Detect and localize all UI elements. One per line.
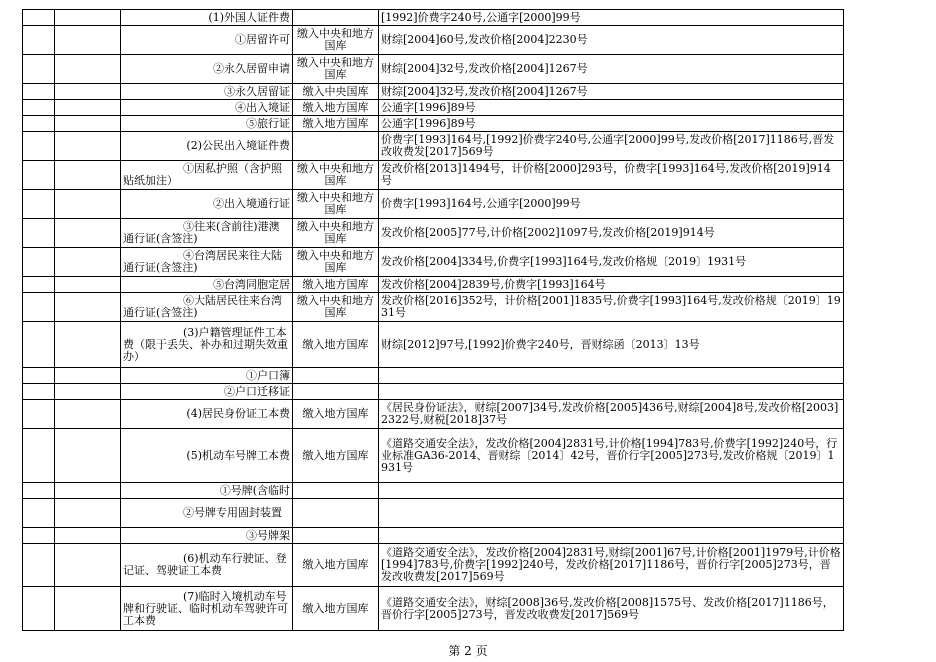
item-name-text: ③往来(含前往)港澳通行证(含签注) bbox=[123, 220, 280, 245]
fund-destination: 缴入中央和地方国库 bbox=[293, 219, 379, 248]
policy-basis: 发改价格[2016]352号，计价格[2001]1835号,价费字[1993]164号,发改价格规〔2019〕1931号 bbox=[379, 293, 844, 322]
blank-cell-b bbox=[55, 587, 121, 631]
blank-cell-a bbox=[23, 10, 55, 26]
blank-cell-a bbox=[23, 293, 55, 322]
item-name-text: ①号牌(含临时 bbox=[219, 483, 290, 497]
fund-destination: 缴入地方国库 bbox=[293, 322, 379, 368]
policy-basis: 发改价格[2013]1494号，计价格[2000]293号，价费字[1993]164号,发改价格[2019]914号 bbox=[379, 161, 844, 190]
blank-cell-a bbox=[23, 587, 55, 631]
policy-basis: 《居民身份证法》，财综[2007]34号,发改价格[2005]436号,财综[2004]8号,发改价格[2003]2322号,财税[2018]37号 bbox=[379, 400, 844, 429]
fund-destination bbox=[293, 528, 379, 544]
blank-cell-b bbox=[55, 528, 121, 544]
table-row bbox=[23, 116, 844, 132]
blank-cell-a bbox=[23, 384, 55, 400]
blank-cell-b bbox=[55, 161, 121, 190]
item-name-text: ①居留许可 bbox=[235, 33, 290, 46]
fund-destination bbox=[293, 483, 379, 499]
blank-cell-b bbox=[55, 293, 121, 322]
fund-destination bbox=[293, 10, 379, 26]
blank-cell-a bbox=[23, 161, 55, 190]
item-name-text: ⑥大陆居民往来台湾通行证(含签注) bbox=[123, 294, 282, 319]
policy-basis: 财综[2004]32号,发改价格[2004]1267号 bbox=[379, 84, 844, 100]
item-name bbox=[121, 248, 293, 277]
fund-destination: 缴入地方国库 bbox=[293, 400, 379, 429]
blank-cell-b bbox=[55, 429, 121, 483]
policy-basis: [1992]价费字240号,公通字[2000]99号 bbox=[379, 10, 844, 26]
fund-destination bbox=[293, 499, 379, 528]
policy-basis: 价费字[1993]164号,公通字[2000]99号 bbox=[379, 190, 844, 219]
policy-basis: 价费字[1993]164号,[1992]价费字240号,公通字[2000]99号,发改价格[2017]1186号,晋发改收费发[2017]569号 bbox=[379, 132, 844, 161]
blank-cell-b bbox=[55, 116, 121, 132]
item-name bbox=[121, 293, 293, 322]
table-row bbox=[23, 190, 844, 219]
blank-cell-b bbox=[55, 499, 121, 528]
fund-destination bbox=[293, 368, 379, 384]
fund-destination bbox=[293, 384, 379, 400]
policy-basis bbox=[379, 384, 844, 400]
blank-cell-b bbox=[55, 132, 121, 161]
item-name-text: ②出入境通行证 bbox=[213, 197, 290, 210]
blank-cell-a bbox=[23, 132, 55, 161]
blank-cell-a bbox=[23, 26, 55, 55]
blank-cell-a bbox=[23, 219, 55, 248]
item-name-text: ③永久居留证 bbox=[224, 84, 290, 98]
blank-cell-b bbox=[55, 55, 121, 84]
item-name bbox=[121, 400, 293, 429]
policy-basis: 发改价格[2004]334号,价费字[1993]164号,发改价格规〔2019〕1931号 bbox=[379, 248, 844, 277]
blank-cell-b bbox=[55, 84, 121, 100]
blank-cell-b bbox=[55, 544, 121, 587]
item-name bbox=[121, 116, 293, 132]
item-name-text: (5)机动车号牌工本费 bbox=[186, 448, 290, 462]
blank-cell-a bbox=[23, 400, 55, 429]
item-name bbox=[121, 84, 293, 100]
fund-destination: 缴入中央和地方国库 bbox=[293, 26, 379, 55]
item-name bbox=[121, 384, 293, 400]
table-row bbox=[23, 322, 844, 368]
fund-destination: 缴入中央和地方国库 bbox=[293, 55, 379, 84]
blank-cell-a bbox=[23, 528, 55, 544]
table-row bbox=[23, 400, 844, 429]
policy-basis: 公通字[1996]89号 bbox=[379, 116, 844, 132]
table-row bbox=[23, 248, 844, 277]
blank-cell-a bbox=[23, 544, 55, 587]
blank-cell-b bbox=[55, 10, 121, 26]
item-name bbox=[121, 499, 293, 528]
policy-basis: 《道路交通安全法》，发改价格[2004]2831号,计价格[1994]783号,价费字[1992]240号，行业标准GA36-2014、晋财综〔2014〕42号，晋价行字[2005]273号,发改价格规〔2019〕1931号 bbox=[379, 429, 844, 483]
policy-basis: 公通字[1996]89号 bbox=[379, 100, 844, 116]
table-row bbox=[23, 161, 844, 190]
item-name-text: ⑤台湾同胞定居 bbox=[213, 277, 290, 291]
item-name bbox=[121, 100, 293, 116]
table-row bbox=[23, 84, 844, 100]
fund-destination: 缴入地方国库 bbox=[293, 100, 379, 116]
blank-cell-b bbox=[55, 248, 121, 277]
fund-destination bbox=[293, 132, 379, 161]
item-name-text: ②永久居留申请 bbox=[213, 62, 290, 75]
item-name bbox=[121, 219, 293, 248]
policy-basis: 财综[2004]32号,发改价格[2004]1267号 bbox=[379, 55, 844, 84]
item-name-text: ④台湾居民来往大陆通行证(含签注) bbox=[123, 249, 282, 274]
blank-cell-b bbox=[55, 322, 121, 368]
fund-destination: 缴入地方国库 bbox=[293, 116, 379, 132]
item-name-text: ④出入境证 bbox=[235, 100, 290, 114]
fund-destination: 缴入地方国库 bbox=[293, 587, 379, 631]
item-name-text: ②号牌专用固封装置 bbox=[183, 506, 282, 519]
blank-cell-a bbox=[23, 116, 55, 132]
policy-basis bbox=[379, 499, 844, 528]
blank-cell-a bbox=[23, 248, 55, 277]
item-name-text: ①因私护照（含护照贴纸加注） bbox=[123, 162, 282, 187]
table-row bbox=[23, 100, 844, 116]
fund-destination: 缴入中央国库 bbox=[293, 84, 379, 100]
policy-basis: 财综[2012]97号,[1992]价费字240号，晋财综函〔2013〕13号 bbox=[379, 322, 844, 368]
blank-cell-a bbox=[23, 322, 55, 368]
policy-basis: 发改价格[2005]77号,计价格[2002]1097号,发改价格[2019]914号 bbox=[379, 219, 844, 248]
table-row bbox=[23, 587, 844, 631]
table-row bbox=[23, 528, 844, 544]
table-row bbox=[23, 26, 844, 55]
item-name-text: (1)外国人证件费 bbox=[208, 10, 290, 24]
policy-basis: 《道路交通安全法》，财综[2008]36号,发改价格[2008]1575号、发改价格[2017]1186号，晋价行字[2005]273号，晋发改收费发[2017]569号 bbox=[379, 587, 844, 631]
blank-cell-a bbox=[23, 100, 55, 116]
blank-cell-b bbox=[55, 400, 121, 429]
blank-cell-a bbox=[23, 429, 55, 483]
table-row bbox=[23, 55, 844, 84]
table-row bbox=[23, 293, 844, 322]
policy-basis: 发改价格[2004]2839号,价费字[1993]164号 bbox=[379, 277, 844, 293]
blank-cell-a bbox=[23, 368, 55, 384]
item-name bbox=[121, 10, 293, 26]
blank-cell-a bbox=[23, 277, 55, 293]
policy-basis bbox=[379, 528, 844, 544]
fund-destination: 缴入中央和地方国库 bbox=[293, 190, 379, 219]
policy-basis bbox=[379, 483, 844, 499]
table-row bbox=[23, 544, 844, 587]
item-name-text: (4)居民身份证工本费 bbox=[186, 407, 290, 420]
table-row bbox=[23, 483, 844, 499]
table-row bbox=[23, 429, 844, 483]
item-name bbox=[121, 55, 293, 84]
item-name-text: ②户口迁移证 bbox=[224, 384, 290, 398]
item-name-text: ⑤旅行证 bbox=[246, 116, 290, 130]
blank-cell-b bbox=[55, 219, 121, 248]
item-name bbox=[121, 368, 293, 384]
fund-destination: 缴入地方国库 bbox=[293, 277, 379, 293]
item-name bbox=[121, 132, 293, 161]
item-name bbox=[121, 528, 293, 544]
item-name-text: (3)户籍管理证件工本费（限于丢失、补办和过期失效重办） bbox=[123, 325, 288, 363]
fund-destination: 缴入中央和地方国库 bbox=[293, 161, 379, 190]
item-name-text: (7)临时入境机动车号牌和行驶证、临时机动车驾驶许可工本费 bbox=[123, 589, 288, 627]
item-name bbox=[121, 190, 293, 219]
item-name-text: (2)公民出入境证件费 bbox=[186, 139, 290, 152]
item-name bbox=[121, 544, 293, 587]
item-name bbox=[121, 277, 293, 293]
table-row bbox=[23, 219, 844, 248]
item-name bbox=[121, 483, 293, 499]
page-number: 第 2 页 bbox=[448, 644, 488, 658]
item-name-text: ③号牌架 bbox=[246, 528, 290, 542]
item-name-text: (6)机动车行驶证、登记证、驾驶证工本费 bbox=[123, 552, 287, 577]
item-name bbox=[121, 26, 293, 55]
table-row bbox=[23, 277, 844, 293]
policy-basis: 《道路交通安全法》，发改价格[2004]2831号,财综[2001]67号,计价格[2001]1979号,计价格[1994]783号,价费字[1992]240号，发改价格[2017]1186号，晋价行字[2005]273号，晋发改收费发[2017]569号 bbox=[379, 544, 844, 587]
item-name bbox=[121, 429, 293, 483]
table-row bbox=[23, 132, 844, 161]
blank-cell-b bbox=[55, 483, 121, 499]
table-row bbox=[23, 384, 844, 400]
item-name-text: ①户口簿 bbox=[246, 368, 290, 382]
fund-destination: 缴入地方国库 bbox=[293, 544, 379, 587]
fee-table bbox=[22, 9, 844, 631]
blank-cell-b bbox=[55, 26, 121, 55]
blank-cell-a bbox=[23, 483, 55, 499]
blank-cell-a bbox=[23, 499, 55, 528]
table-row bbox=[23, 499, 844, 528]
blank-cell-b bbox=[55, 190, 121, 219]
table-row bbox=[23, 368, 844, 384]
blank-cell-a bbox=[23, 190, 55, 219]
fund-destination: 缴入中央和地方国库 bbox=[293, 293, 379, 322]
table-row bbox=[23, 10, 844, 26]
blank-cell-b bbox=[55, 384, 121, 400]
item-name bbox=[121, 587, 293, 631]
fund-destination: 缴入地方国库 bbox=[293, 429, 379, 483]
blank-cell-b bbox=[55, 368, 121, 384]
blank-cell-b bbox=[55, 100, 121, 116]
item-name bbox=[121, 322, 293, 368]
policy-basis: 财综[2004]60号,发改价格[2004]2230号 bbox=[379, 26, 844, 55]
blank-cell-b bbox=[55, 277, 121, 293]
policy-basis bbox=[379, 368, 844, 384]
fund-destination: 缴入中央和地方国库 bbox=[293, 248, 379, 277]
blank-cell-a bbox=[23, 84, 55, 100]
item-name bbox=[121, 161, 293, 190]
blank-cell-a bbox=[23, 55, 55, 84]
